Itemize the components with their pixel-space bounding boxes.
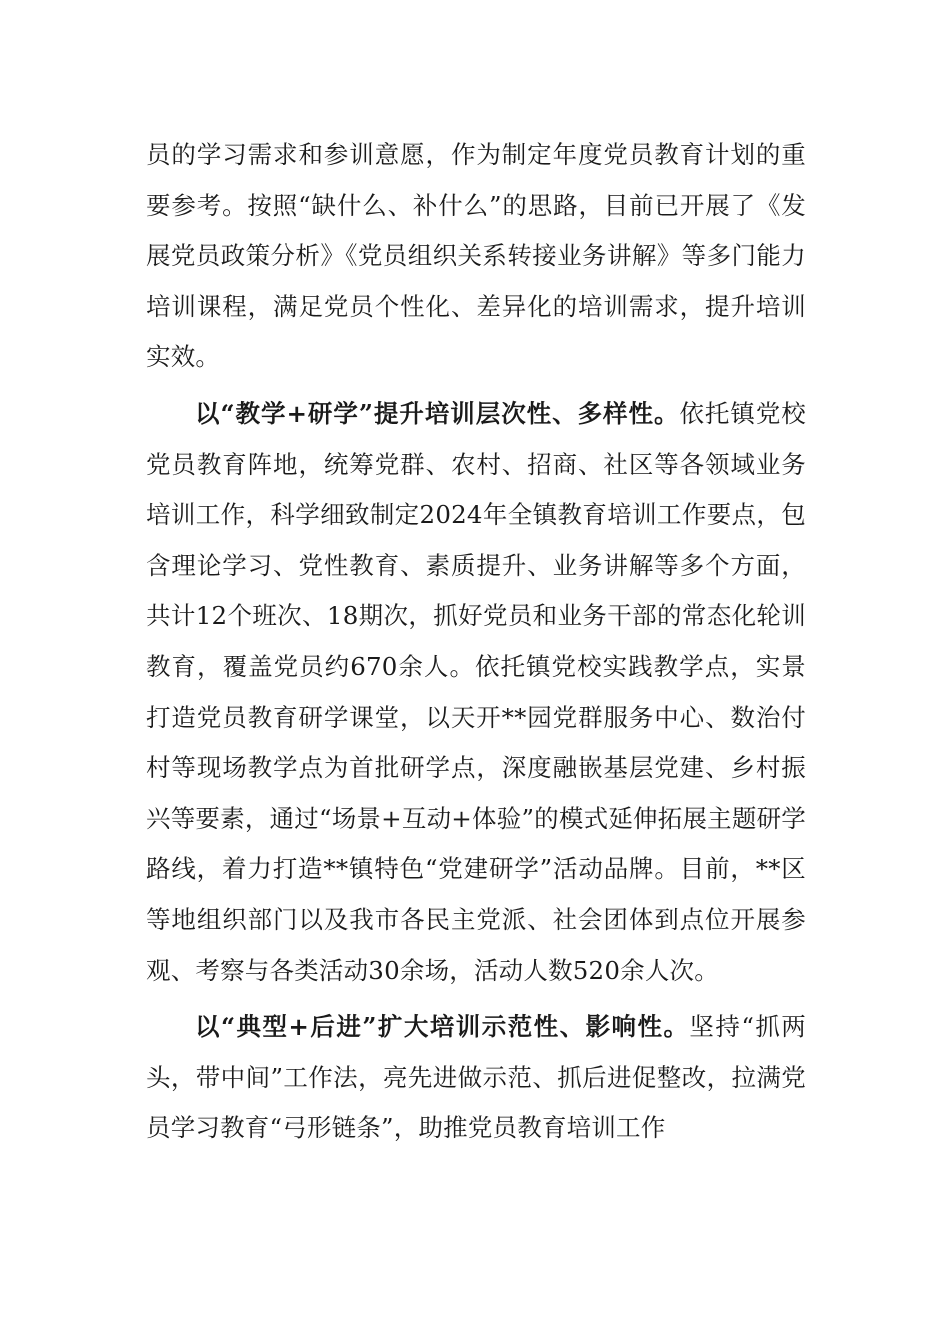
- paragraph-teaching-research: [146, 389, 806, 996]
- paragraph-continuation: [146, 130, 806, 383]
- paragraph-heading: 以“教学+研学”提升培训层次性、多样性。: [195, 398, 680, 428]
- paragraph-text: 员的学习需求和参训意愿，作为制定年度党员教育计划的重要参考。按照“缺什么、补什么”的思路，目前已开展了《发展党员政策分析》《党员组织关系转接业务讲解》等多门能力培训课程，满足党员个性化、差异化的培训需求，提升培训实效。: [146, 140, 806, 372]
- paragraph-heading: 以“典型+后进”扩大培训示范性、影响性。: [195, 1012, 690, 1042]
- paragraph-model-laggard: [146, 1002, 806, 1154]
- paragraph-text: 坚持“抓两头，带中间”工作法，亮先进做示范、抓后进促整改，拉满党员学习教育“弓形链条”，助推党员教育培训工作: [146, 1012, 806, 1143]
- paragraph-text: 依托镇党校党员教育阵地，统筹党群、农村、招商、社区等各领域业务培训工作，科学细致制定2024年全镇教育培训工作要点，包含理论学习、党性教育、素质提升、业务讲解等多个方面，共计12个班次、18期次，抓好党员和业务干部的常态化轮训教育，覆盖党员约670余人。依托镇党校实践教学点，实景打造党员教育研学课堂，以天开**园党群服务中心、数治付村等现场教学点为首批研学点，深度融嵌基层党建、乡村振兴等要素，通过“场景+互动+体验”的模式延伸拓展主题研学路线，着力打造**镇特色“党建研学”活动品牌。目前，**区等地组织部门以及我市各民主党派、社会团体到点位开展参观、考察与各类活动30余场，活动人数520余人次。: [146, 398, 806, 985]
- document-body: [146, 130, 806, 1154]
